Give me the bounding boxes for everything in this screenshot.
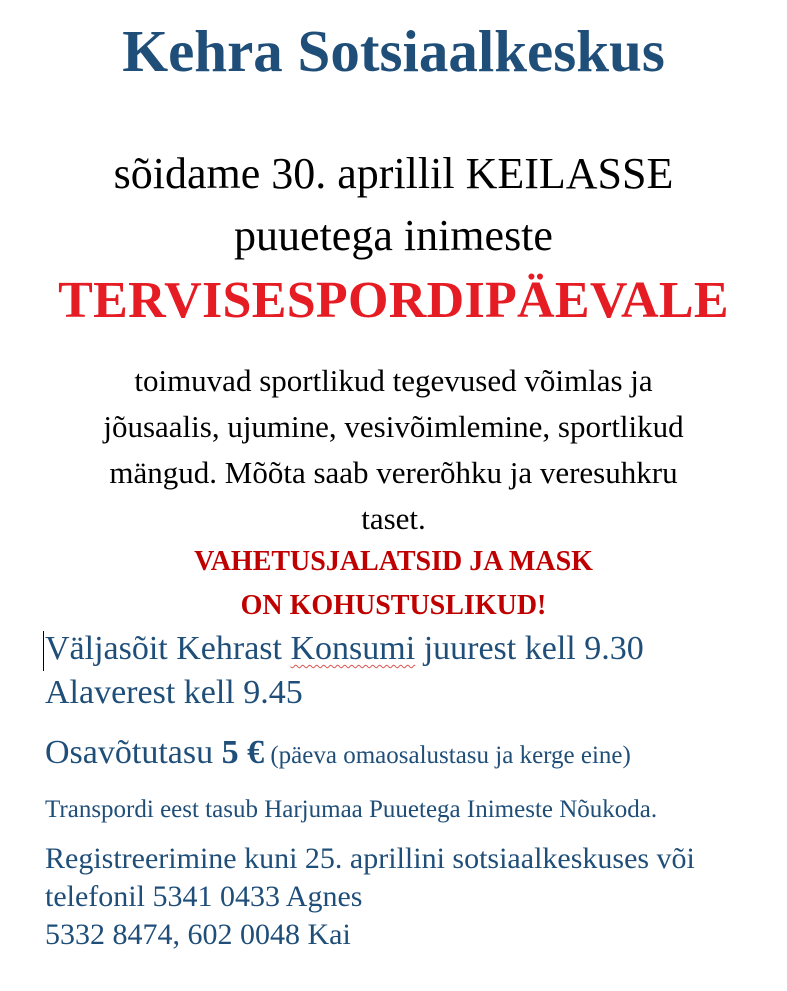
transport-note: Transpordi eest tasub Harjumaa Puuetega Inimeste Nõukoda. <box>45 796 658 823</box>
intro-text <box>0 143 787 267</box>
requirement-warning <box>0 540 787 628</box>
description-line-4: taset. <box>361 501 426 536</box>
fee-amount: 5 € <box>221 734 265 771</box>
registration-line-3: 5332 8474, 602 0048 Kai <box>45 918 351 951</box>
description-line-1: toimuvad sportlikud tegevused võimlas ja <box>134 363 653 398</box>
text-cursor <box>43 631 44 671</box>
page-title: Kehra Sotsiaalkeskus <box>122 18 665 84</box>
spellcheck-marked-word[interactable]: Konsumi <box>290 630 416 667</box>
fee-note: (päeva omaosalustasu ja kerge eine) <box>264 742 631 769</box>
event-headline: TERVISESPORDIPÄEVALE <box>58 272 729 329</box>
departure-line-2: Alaverest kell 9.45 <box>45 674 303 711</box>
warning-line-1: VAHETUSJALATSID JA MASK <box>194 546 593 577</box>
warning-line-2: ON KOHUSTUSLIKUD! <box>240 590 547 621</box>
intro-line-2: puuetega inimeste <box>234 211 553 260</box>
intro-line-1: sõidame 30. aprillil KEILASSE <box>113 149 674 198</box>
fee-label: Osavõtutasu <box>45 734 222 771</box>
participation-fee <box>45 730 631 779</box>
description-line-2: jõusaalis, ujumine, vesivõimlemine, sportlikud <box>103 409 684 444</box>
event-description <box>55 358 732 542</box>
departure-text-after: juurest kell 9.30 <box>415 630 644 667</box>
registration-info <box>45 840 695 954</box>
departure-line-1[interactable] <box>45 627 644 671</box>
registration-line-1: Registreerimine kuni 25. aprillini sotsiaalkeskuses või <box>45 842 695 875</box>
description-line-3: mängud. Mõõta saab vererõhku ja veresuhkru <box>109 455 678 490</box>
departure-text-before: Väljasõit Kehrast <box>45 630 291 667</box>
registration-line-2: telefonil 5341 0433 Agnes <box>45 880 363 913</box>
